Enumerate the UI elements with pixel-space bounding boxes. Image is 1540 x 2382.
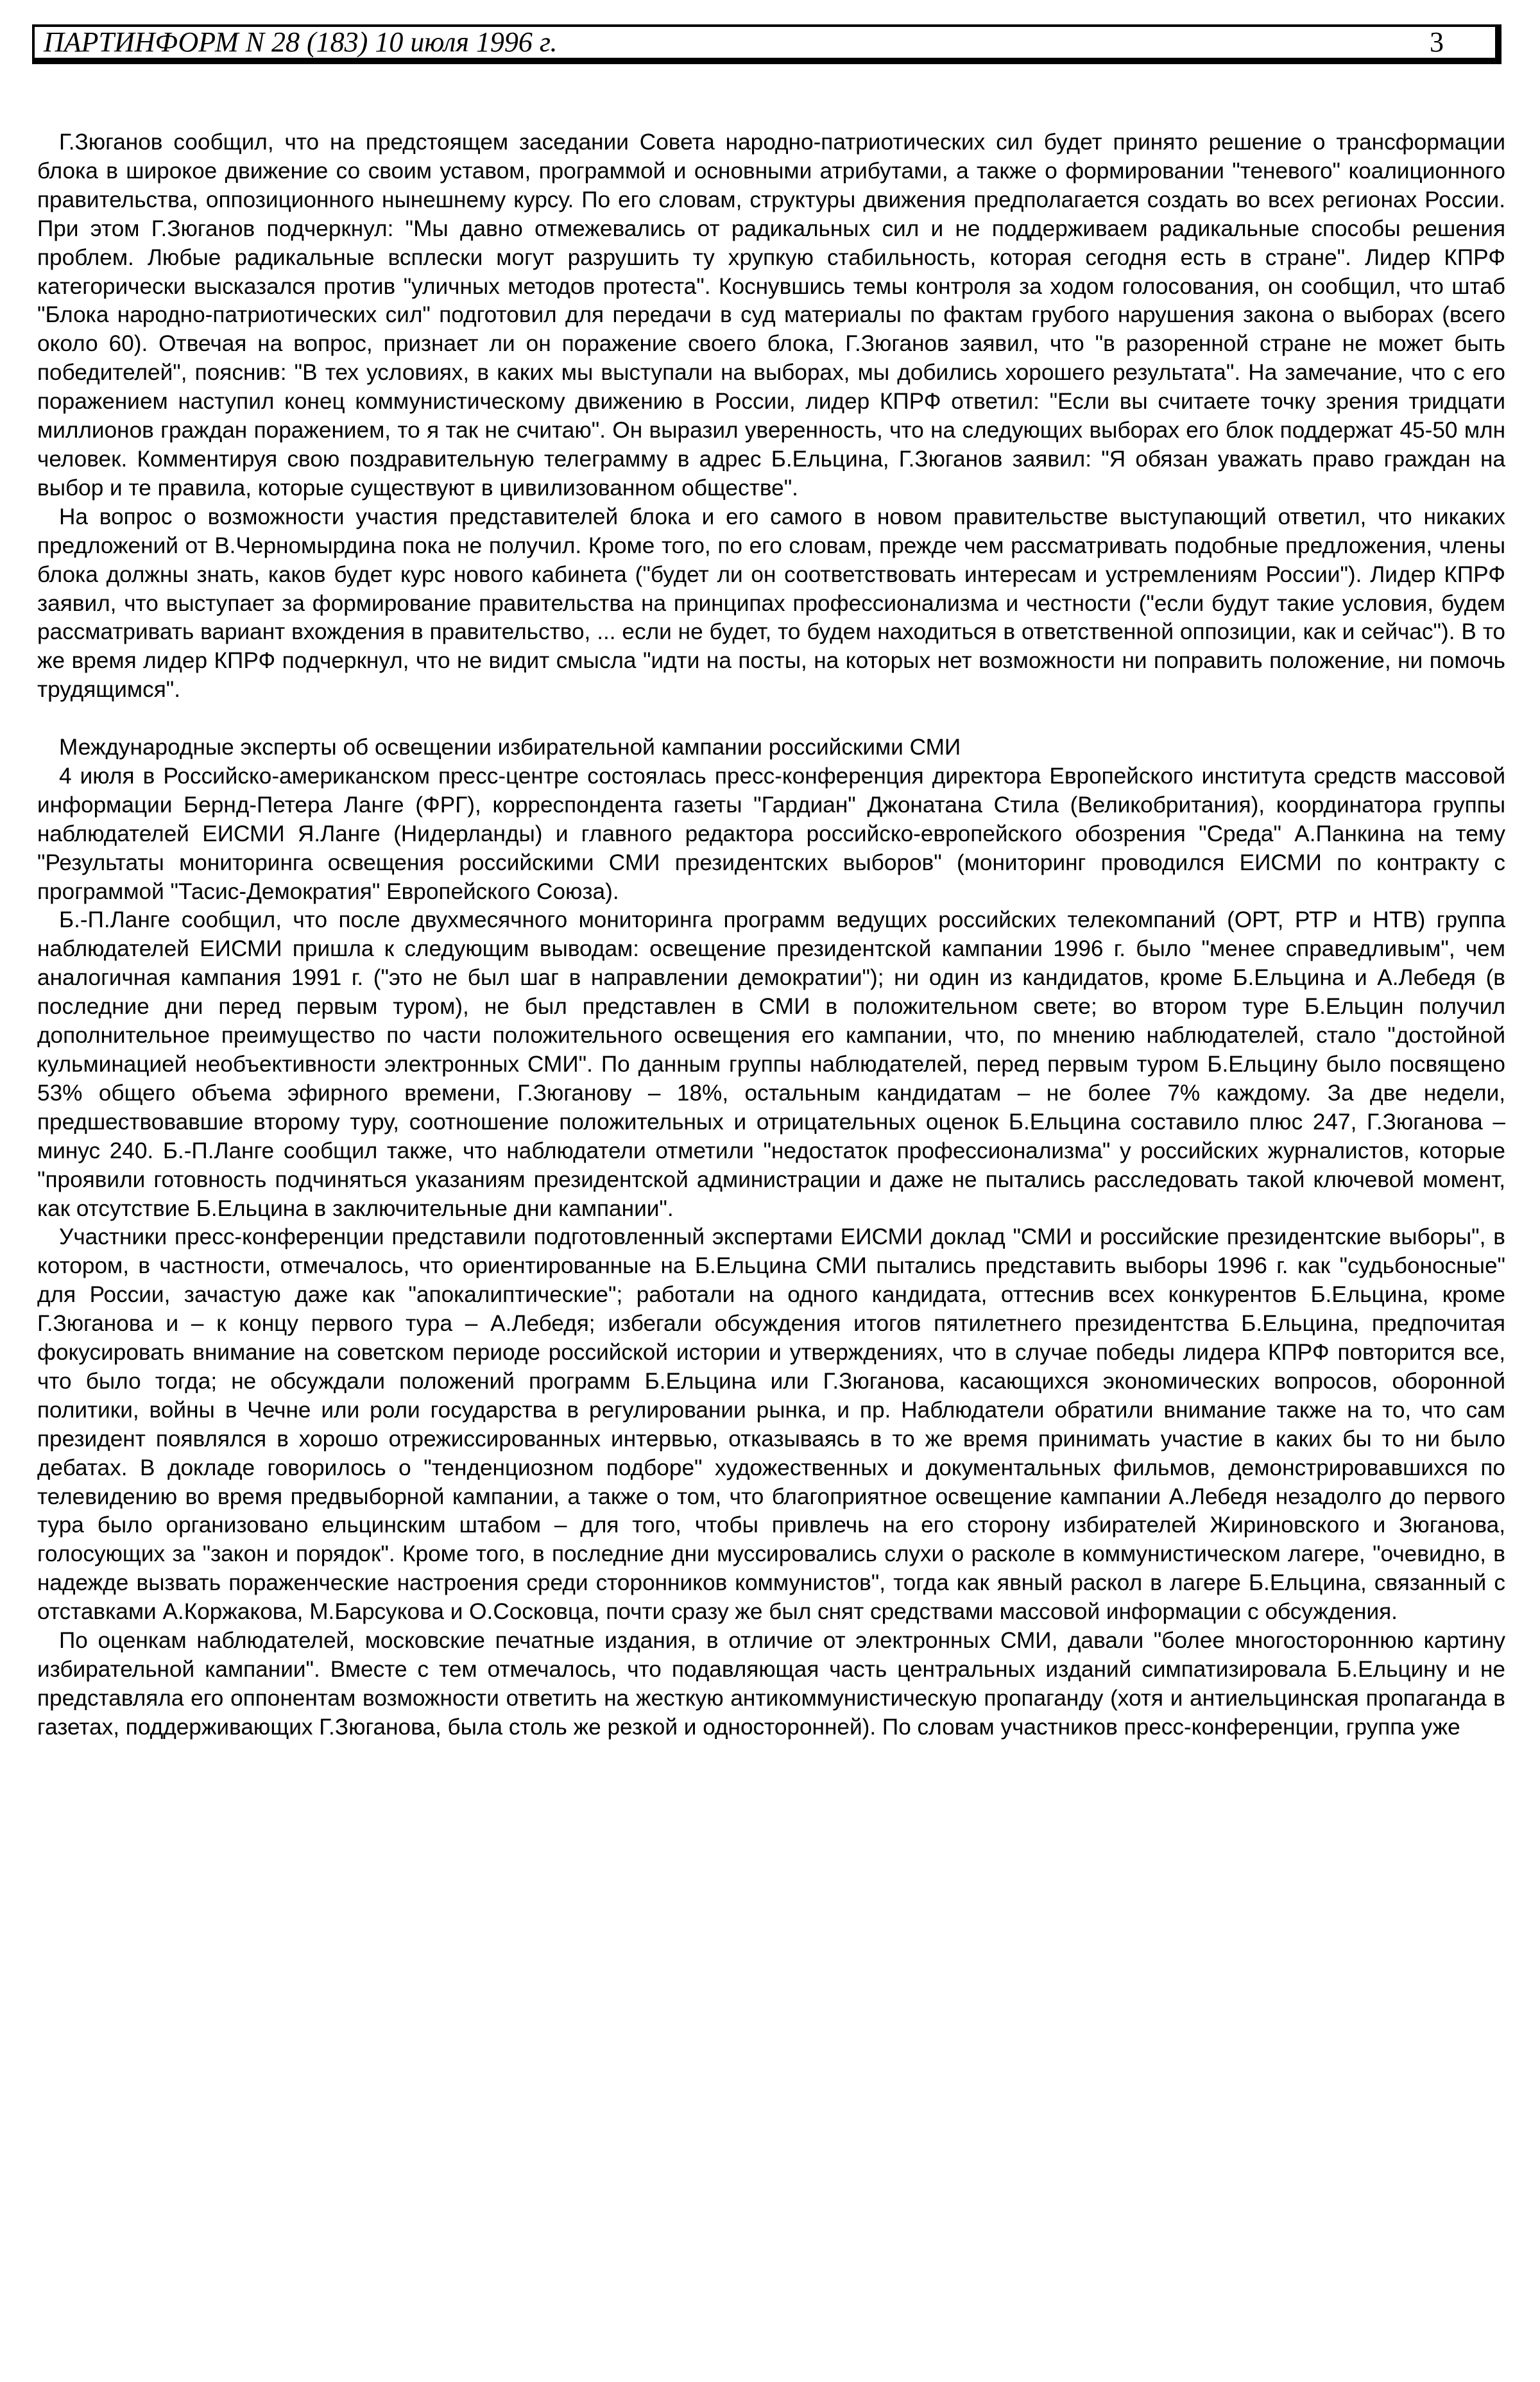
paragraph: Б.-П.Ланге сообщил, что после двухмесячного мониторинга программ ведущих российских телекомпаний (ОРТ, РТР и НТВ) группа наблюдателей ЕИСМИ пришла к следующим выводам: освещение президентской кампании 1996 г. было "менее справедливым", чем аналогичная кампания 1991 г. ("это не был шаг в направлении демократии"); ни один из кандидатов, кроме Б.Ельцина и А.Лебедя (в последние дни перед первым туром), не был представлен в СМИ в положительном свете; во втором туре Б.Ельцин получил дополнительное преимущество по части положительного освещения его кампании, что, по мнению наблюдателей, стало "достойной кульминацией необъективности электронных СМИ". По данным группы наблюдателей, перед первым туром Б.Ельцину было посвящено 53% общего объема эфирного времени, Г.Зюганову – 18%, остальным кандидатам – не более 7% каждому. За две недели, предшествовавшие второму туру, соотношение положительных и отрицательных оценок Б.Ельцина составило плюс 247, Г.Зюганова – минус 240. Б.-П.Ланге сообщил также, что наблюдатели отметили "недостаток профессионализма" у российских журналистов, которые "проявили готовность подчиняться указаниям президентской администрации и даже не пытались расследовать такой ключевой момент, как отсутствие Б.Ельцина в заключительные дни кампании". — [37, 907, 1505, 1221]
paragraph: На вопрос о возможности участия представителей блока и его самого в новом правительстве выступающий ответил, что никаких предложений от В.Черномырдина пока не получил. Кроме того, по его словам, прежде чем рассматривать подобные предложения, члены блока должны знать, каков будет курс нового кабинета ("будет ли он соответствовать интересам и устремлениям России"). Лидер КПРФ заявил, что выступает за формирование правительства на принципах профессионализма и честности ("если будут такие условия, будем рассматривать вариант вхождения в правительство, ... если не будет, то будем находиться в ответственной оппозиции, как и сейчас"). В то же время лидер КПРФ подчеркнул, что не видит смысла "идти на посты, на которых нет возможности ни поправить положение, ни помочь трудящимся". — [37, 504, 1505, 703]
page-header — [32, 24, 1502, 64]
blank-line — [37, 705, 1505, 733]
paragraph: 4 июля в Российско-американском пресс-центре состоялась пресс-конференция директора Европейского института средств массовой информации Бернд-Петера Ланге (ФРГ), корреспондента газеты "Гардиан" Джонатана Стила (Великобритания), координатора группы наблюдателей ЕИСМИ Я.Ланге (Нидерланды) и главного редактора российско-европейского обозрения "Среда" А.Панкина на тему "Результаты мониторинга освещения российскими СМИ президентских выборов" (мониторинг проводился ЕИСМИ по контракту с программой "Тасис-Демократия" Европейского Союза). — [37, 763, 1505, 904]
page-number: 3 — [1430, 26, 1444, 58]
article-body — [37, 128, 1505, 1742]
section-heading: Международные эксперты об освещении избирательной кампании российскими СМИ — [59, 735, 961, 760]
publication-title: ПАРТИНФОРМ N 28 (183) 10 июля 1996 г. — [44, 26, 558, 58]
paragraph: Участники пресс-конференции представили подготовленный экспертами ЕИСМИ доклад "СМИ и российские президентские выборы", в котором, в частности, отмечалось, что ориентированные на Б.Ельцина СМИ пытались представить выборы 1996 г. как "судьбоносные" для России, зачастую даже как "апокалиптические"; работали на одного кандидата, оттеснив всех конкурентов Б.Ельцина, кроме Г.Зюганова и – к концу первого тура – А.Лебедя; избегали обсуждения итогов пятилетнего президентства Б.Ельцина, предпочитая фокусировать внимание на советском периоде российской истории и утверждениях, что в случае победы лидера КПРФ повторится все, что было тогда; не обсуждали положений программ Б.Ельцина или Г.Зюганова, касающихся экономических вопросов, оборонной политики, войны в Чечне или роли государства в регулировании рынка, и пр. Наблюдатели обратили внимание также на то, что сам президент появлялся в хорошо отрежиссированных интервью, отказываясь в то же время принимать участие в каких бы то ни было дебатах. В докладе говорилось о "тенденциозном подборе" художественных и документальных фильмов, демонстрировавшихся по телевидению во время предвыборной кампании, а также о том, что благоприятное освещение кампании А.Лебедя незадолго до первого тура было организовано ельцинским штабом – для того, чтобы привлечь на его сторону избирателей Жириновского и Зюганова, голосующих за "закон и порядок". Кроме того, в последние дни муссировались слухи о расколе в коммунистическом лагере, "очевидно, в надежде вызвать пораженческие настроения среди сторонников коммунистов", тогда как явный раскол в лагере Б.Ельцина, связанный с отставками А.Коржакова, М.Барсукова и О.Сосковца, почти сразу же был снят средствами массовой информации с обсуждения. — [37, 1224, 1505, 1625]
paragraph: По оценкам наблюдателей, московские печатные издания, в отличие от электронных СМИ, давали "более многостороннюю картину избирательной кампании". Вместе с тем отмечалось, что подавляющая часть центральных изданий симпатизировала Б.Ельцину и не представляла его оппонентам возможности ответить на жесткую антикоммунистическую пропаганду (хотя и антиельцинская пропаганда в газетах, поддерживающих Г.Зюганова, была столь же резкой и односторонней). По словам участников пресс-конференции, группа уже — [37, 1628, 1505, 1740]
paragraph: Г.Зюганов сообщил, что на предстоящем заседании Совета народно-патриотических сил будет принято решение о трансформации блока в широкое движение со своим уставом, программой и основными атрибутами, а также о формировании "теневого" коалиционного правительства, оппозиционного нынешнему курсу. По его словам, структуры движения предполагается создать во всех регионах России. При этом Г.Зюганов подчеркнул: "Мы давно отмежевались от радикальных сил и не поддерживаем радикальные способы решения проблем. Любые радикальные всплески могут разрушить ту хрупкую стабильность, которая сегодня есть в стране". Лидер КПРФ категорически высказался против "уличных методов протеста". Коснувшись темы контроля за ходом голосования, он сообщил, что штаб "Блока народно-патриотических сил" подготовил для передачи в суд материалы по фактам грубого нарушения закона о выборах (всего около 60). Отвечая на вопрос, признает ли он поражение своего блока, Г.Зюганов заявил, что "в разоренной стране не может быть победителей", пояснив: "В тех условиях, в каких мы выступали на выборах, мы добились хорошего результата". На замечание, что с его поражением наступил конец коммунистическому движению в России, лидер КПРФ ответил: "Если вы считаете точку зрения тридцати миллионов граждан поражением, то я так не считаю". Он выразил уверенность, что на следующих выборах его блок поддержат 45-50 млн человек. Комментируя свою поздравительную телеграмму в адрес Б.Ельцина, Г.Зюганов заявил: "Я обязан уважать право граждан на выбор и те правила, которые существуют в цивилизованном обществе". — [37, 130, 1505, 501]
